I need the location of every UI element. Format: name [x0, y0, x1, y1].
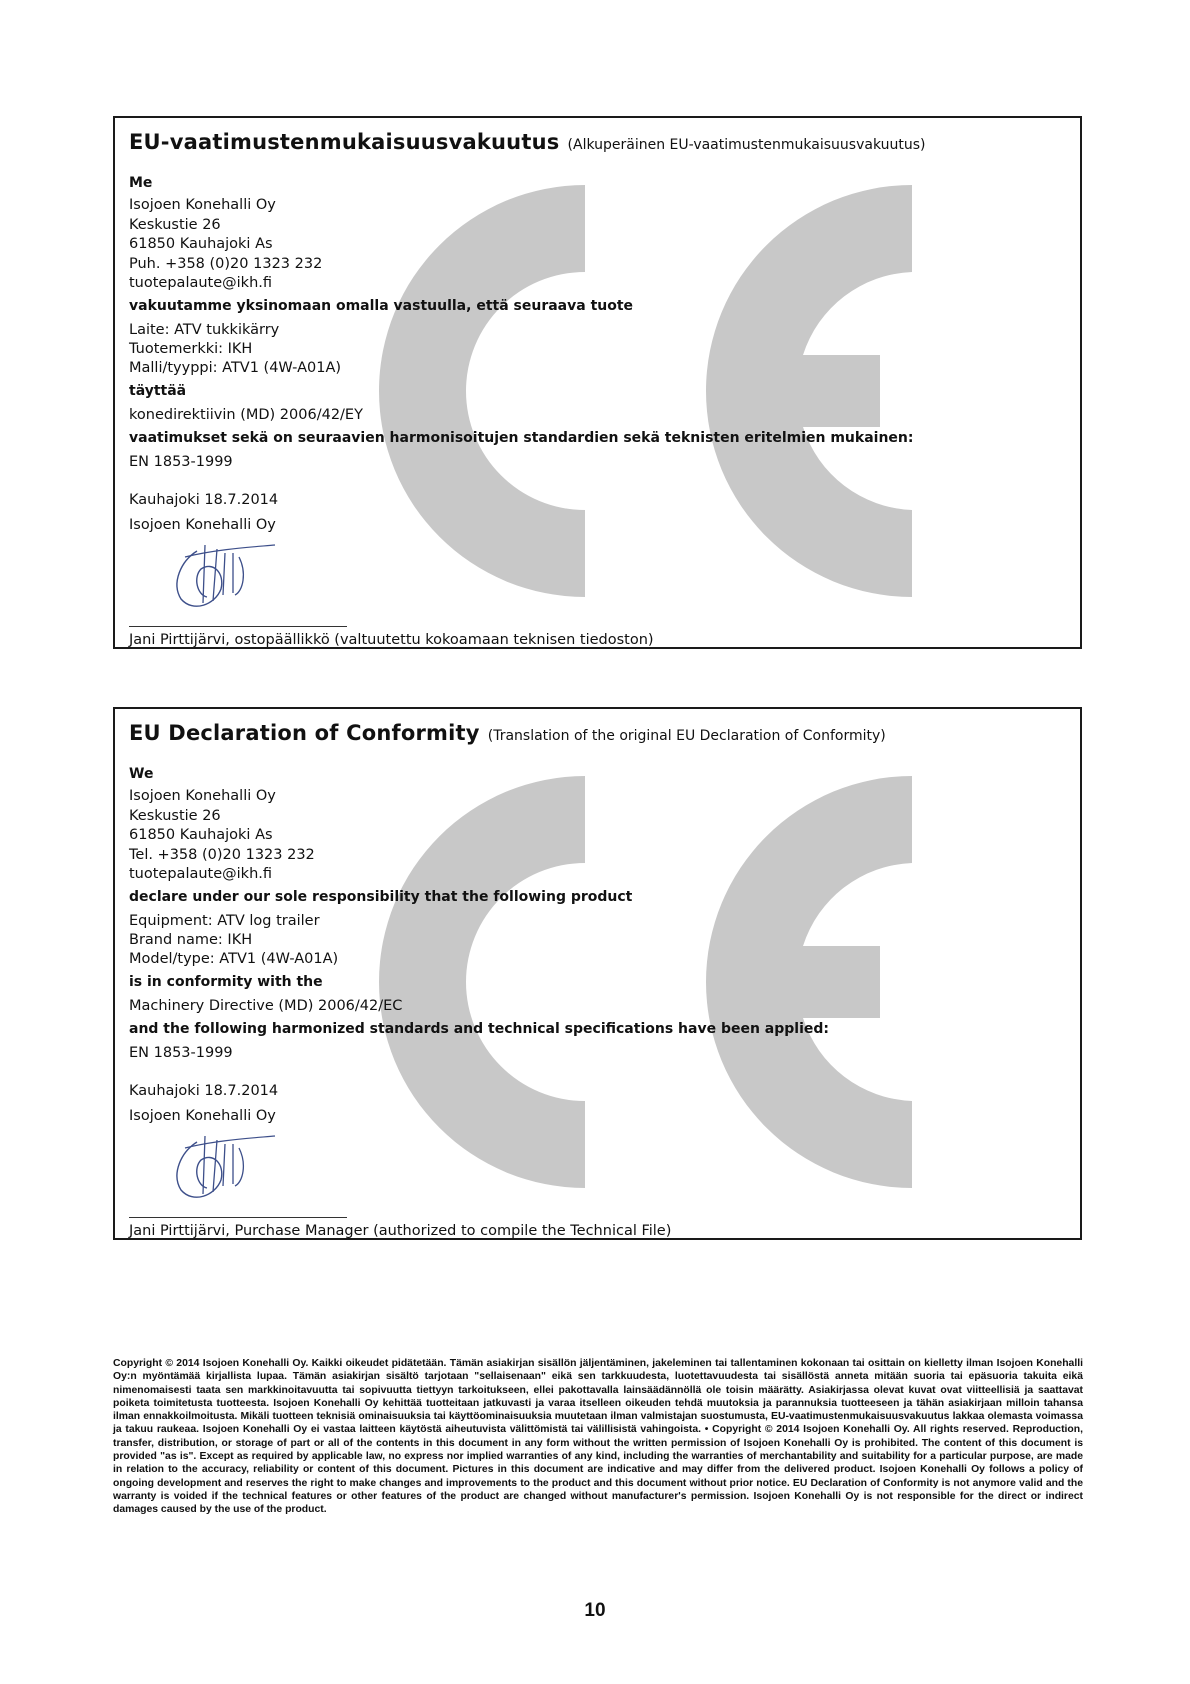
signature-line	[129, 1217, 347, 1218]
phone-number: Puh. +358 (0)20 1323 232	[129, 256, 323, 272]
declaration-subtitle: (Alkuperäinen EU-vaatimustenmukaisuusvakuutus)	[567, 137, 926, 153]
signer-company: Isojoen Konehalli Oy	[129, 517, 276, 533]
street-address: Keskustie 26	[129, 217, 221, 233]
declaration-box-finnish	[113, 116, 1082, 649]
we-label: Me	[129, 175, 153, 191]
equipment-line: Equipment: ATV log trailer	[129, 913, 320, 929]
declaration-title: EU Declaration of Conformity	[129, 721, 480, 745]
city-address: 61850 Kauhajoki As	[129, 827, 273, 843]
handwritten-signature	[167, 1134, 277, 1206]
ce-mark-watermark	[325, 773, 1025, 1191]
declaration-box-english	[113, 707, 1082, 1240]
title-row	[129, 130, 926, 154]
standards-intro: vaatimukset sekä on seuraavien harmonisoitujen standardien sekä teknisten eritelmien mukainen:	[129, 430, 914, 446]
standard-line: EN 1853-1999	[129, 454, 233, 470]
title-row	[129, 721, 886, 745]
page-number: 10	[584, 1600, 606, 1621]
model-line: Malli/tyyppi: ATV1 (4W-A01A)	[129, 360, 342, 376]
signature-line	[129, 626, 347, 627]
email-address: tuotepalaute@ikh.fi	[129, 275, 273, 291]
declaration-statement: vakuutamme yksinomaan omalla vastuulla, että seuraava tuote	[129, 298, 634, 314]
conformity-label: täyttää	[129, 383, 187, 399]
place-date: Kauhajoki 18.7.2014	[129, 492, 279, 508]
email-address: tuotepalaute@ikh.fi	[129, 866, 273, 882]
equipment-line: Laite: ATV tukkikärry	[129, 322, 280, 338]
conformity-label: is in conformity with the	[129, 974, 323, 990]
copyright-footer: Copyright © 2014 Isojoen Konehalli Oy. Kaikki oikeudet pidätetään. Tämän asiakirjan sisällön jäljentäminen, jakeleminen tai tallentaminen kokonaan tai osittain on kielletty ilman Isojoen Konehalli Oy:n myöntämää kirjallista lupaa. Tämän asiakirjan sisältö tarjotaan "sellaisenaan" eikä sen tarkkuudesta, luotettavuudesta tai sisällöstä anneta mitään suoria tai epäsuoria takuita eikä nimenomaisesti taata sen markkinoitavuutta tai sopivuutta tiettyyn tarkoitukseen, ellei pakottavalla lainsäädännöllä ole toisin määrätty. Asiakirjassa olevat kuvat ovat viitteellisiä ja saattavat poiketa toimitetusta tuotteesta. Isojoen Konehalli Oy kehittää tuotteitaan jatkuvasti ja varaa itselleen oikeuden tehdä muutoksia ja parannuksia tuotteeseen ja tähän asiakirjaan milloin tahansa ilman ennakkoilmoitusta. Mikäli tuotteen teknisiä ominaisuuksia tai käyttöominaisuuksia muutetaan ilman valmistajan suostumusta, EU-vaatimustenmukaisuusvakuutus lakkaa olemasta voimassa ja takuu raukeaa. Isojoen Konehalli Oy ei vastaa laitteen käytöstä aiheutuvista välittömistä tai välillisistä vahingoista. • Copyright © 2014 Isojoen Konehalli Oy. All rights reserved. Reproduction, transfer, distribution, or storage of part or all of the contents in this document in any form without the written permission of Isojoen Konehalli Oy is prohibited. The content of this document is provided "as is". Except as required by applicable law, no express nor implied warranties of any kind, including the warranties of merchantability and suitability for a particular purpose, are made in relation to the accuracy, reliability or content of this document. Pictures in this document are indicative and may differ from the delivered product. Isojoen Konehalli Oy follows a policy of ongoing development and reserves the right to make changes and improvements to the product and this document without prior notice. EU Declaration of Conformity is not anymore valid and the warranty is voided if the technical features or other features of the product are changed without manufacturer's permission. Isojoen Konehalli Oy is not responsible for the direct or indirect damages caused by the use of the product.	[113, 1358, 1083, 1516]
ce-mark-watermark	[325, 182, 1025, 600]
declaration-title: EU-vaatimustenmukaisuusvakuutus	[129, 130, 560, 154]
company-name: Isojoen Konehalli Oy	[129, 788, 276, 804]
directive-line: konedirektiivin (MD) 2006/42/EY	[129, 407, 363, 423]
declaration-subtitle: (Translation of the original EU Declaration of Conformity)	[487, 728, 886, 744]
company-name: Isojoen Konehalli Oy	[129, 197, 276, 213]
street-address: Keskustie 26	[129, 808, 221, 824]
handwritten-signature	[167, 543, 277, 615]
declaration-statement: declare under our sole responsibility that the following product	[129, 889, 633, 905]
signatory-name: Jani Pirttijärvi, Purchase Manager (authorized to compile the Technical File)	[129, 1223, 672, 1239]
directive-line: Machinery Directive (MD) 2006/42/EC	[129, 998, 403, 1014]
signatory-name: Jani Pirttijärvi, ostopäällikkö (valtuutettu kokoamaan teknisen tiedoston)	[129, 632, 654, 648]
place-date: Kauhajoki 18.7.2014	[129, 1083, 279, 1099]
standard-line: EN 1853-1999	[129, 1045, 233, 1061]
brand-line: Brand name: IKH	[129, 932, 253, 948]
we-label: We	[129, 766, 154, 782]
signer-company: Isojoen Konehalli Oy	[129, 1108, 276, 1124]
city-address: 61850 Kauhajoki As	[129, 236, 273, 252]
brand-line: Tuotemerkki: IKH	[129, 341, 253, 357]
model-line: Model/type: ATV1 (4W-A01A)	[129, 951, 339, 967]
standards-intro: and the following harmonized standards and technical specifications have been applied:	[129, 1021, 829, 1037]
phone-number: Tel. +358 (0)20 1323 232	[129, 847, 315, 863]
